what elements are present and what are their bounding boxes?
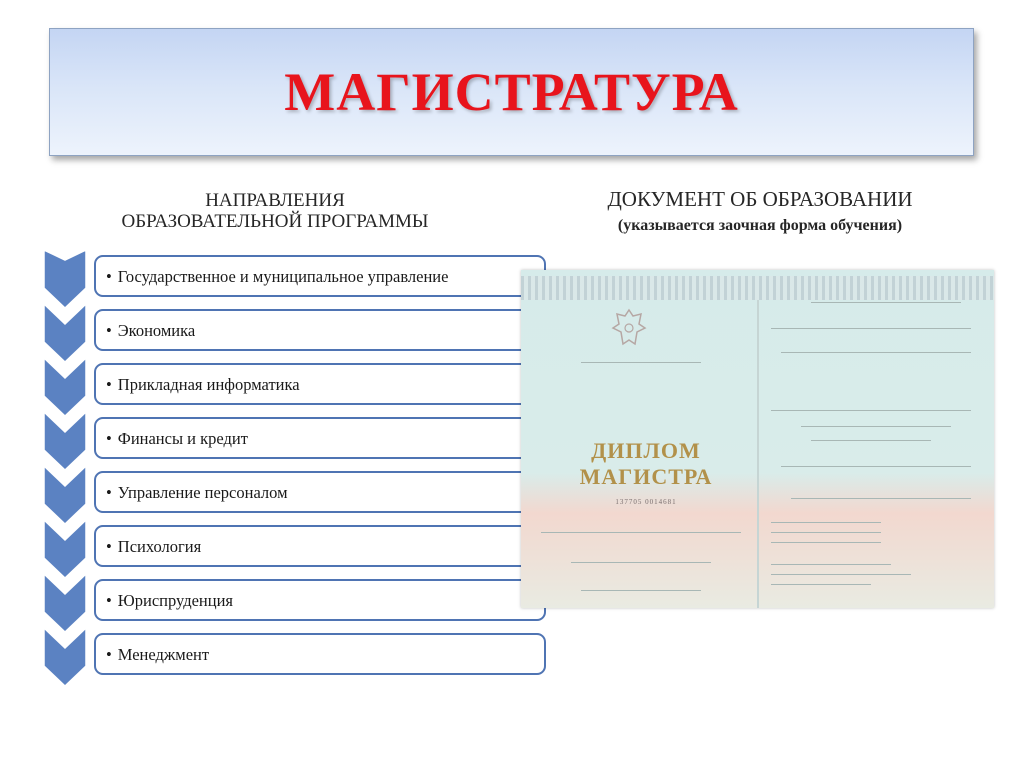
chevron-shape bbox=[44, 466, 86, 524]
program-item bbox=[94, 525, 546, 567]
programs-heading-line1: НАПРАВЛЕНИЯ bbox=[205, 190, 345, 211]
diploma-line bbox=[581, 590, 701, 591]
program-item bbox=[94, 633, 546, 675]
programs-heading bbox=[40, 190, 510, 232]
chevron-shape bbox=[44, 628, 86, 686]
program-item bbox=[94, 309, 546, 351]
slide-title: МАГИСТРАТУРА bbox=[284, 62, 739, 122]
program-item-label: Менеджмент bbox=[117, 644, 210, 664]
diploma-line bbox=[541, 532, 741, 533]
diploma-line bbox=[771, 564, 891, 565]
program-list bbox=[44, 250, 514, 702]
diploma-line bbox=[771, 584, 871, 585]
diploma-line bbox=[781, 466, 971, 467]
diploma-title-line1: ДИПЛОМ bbox=[591, 438, 701, 463]
diploma-line bbox=[771, 574, 911, 575]
bullet-icon: • bbox=[106, 266, 112, 286]
diploma-spine bbox=[757, 300, 759, 608]
program-item bbox=[94, 579, 546, 621]
programs-heading-line2: ОБРАЗОВАТЕЛЬНОЙ ПРОГРАММЫ bbox=[121, 211, 429, 232]
diploma-line bbox=[771, 410, 971, 411]
bullet-icon: • bbox=[106, 428, 112, 448]
bullet-icon: • bbox=[106, 482, 112, 502]
chevron-shape bbox=[44, 412, 86, 470]
document-heading-note: (указывается заочная форма обучения) bbox=[617, 217, 903, 234]
diploma-line bbox=[811, 440, 931, 441]
diploma-line bbox=[571, 562, 711, 563]
program-item-label: Финансы и кредит bbox=[117, 428, 248, 448]
diploma-line bbox=[781, 352, 971, 353]
diploma-image bbox=[521, 270, 994, 608]
diploma-line bbox=[771, 328, 971, 329]
chevron-shape bbox=[44, 304, 86, 362]
document-heading bbox=[520, 186, 1000, 238]
document-heading-title: ДОКУМЕНТ ОБ ОБРАЗОВАНИИ bbox=[607, 187, 913, 211]
bullet-icon: • bbox=[106, 536, 112, 556]
chevron-shape bbox=[44, 520, 86, 578]
diploma-line bbox=[771, 532, 881, 533]
diploma-line bbox=[791, 498, 971, 499]
diploma-ornament bbox=[521, 276, 994, 300]
diploma-line bbox=[801, 426, 951, 427]
title-banner bbox=[49, 28, 974, 156]
program-item-label: Управление персоналом bbox=[117, 482, 288, 502]
program-item-label: Психология bbox=[117, 536, 202, 556]
program-item-label: Юриспруденция bbox=[117, 590, 234, 610]
diploma-title-line2: МАГИСТРА bbox=[579, 464, 713, 489]
program-item-label: Государственное и муниципальное управление bbox=[117, 266, 449, 286]
bullet-icon: • bbox=[106, 374, 112, 394]
program-item bbox=[94, 363, 546, 405]
bullet-icon: • bbox=[106, 644, 112, 664]
bullet-icon: • bbox=[106, 320, 112, 340]
program-item bbox=[94, 471, 546, 513]
diploma-line bbox=[771, 522, 881, 523]
diploma-line bbox=[581, 362, 701, 363]
diploma-title bbox=[561, 438, 731, 490]
chevron-stack bbox=[44, 250, 96, 702]
chevron-shape bbox=[44, 250, 86, 308]
chevron-shape bbox=[44, 574, 86, 632]
diploma-line bbox=[811, 302, 961, 303]
program-item bbox=[94, 417, 546, 459]
bullet-icon: • bbox=[106, 590, 112, 610]
emblem-icon bbox=[611, 306, 647, 350]
diploma-line bbox=[771, 542, 881, 543]
program-item-label: Экономика bbox=[117, 320, 196, 340]
program-item bbox=[94, 255, 546, 297]
diploma-number: 137705 0014681 bbox=[615, 498, 677, 506]
program-item-label: Прикладная информатика bbox=[117, 374, 300, 394]
chevron-shape bbox=[44, 358, 86, 416]
